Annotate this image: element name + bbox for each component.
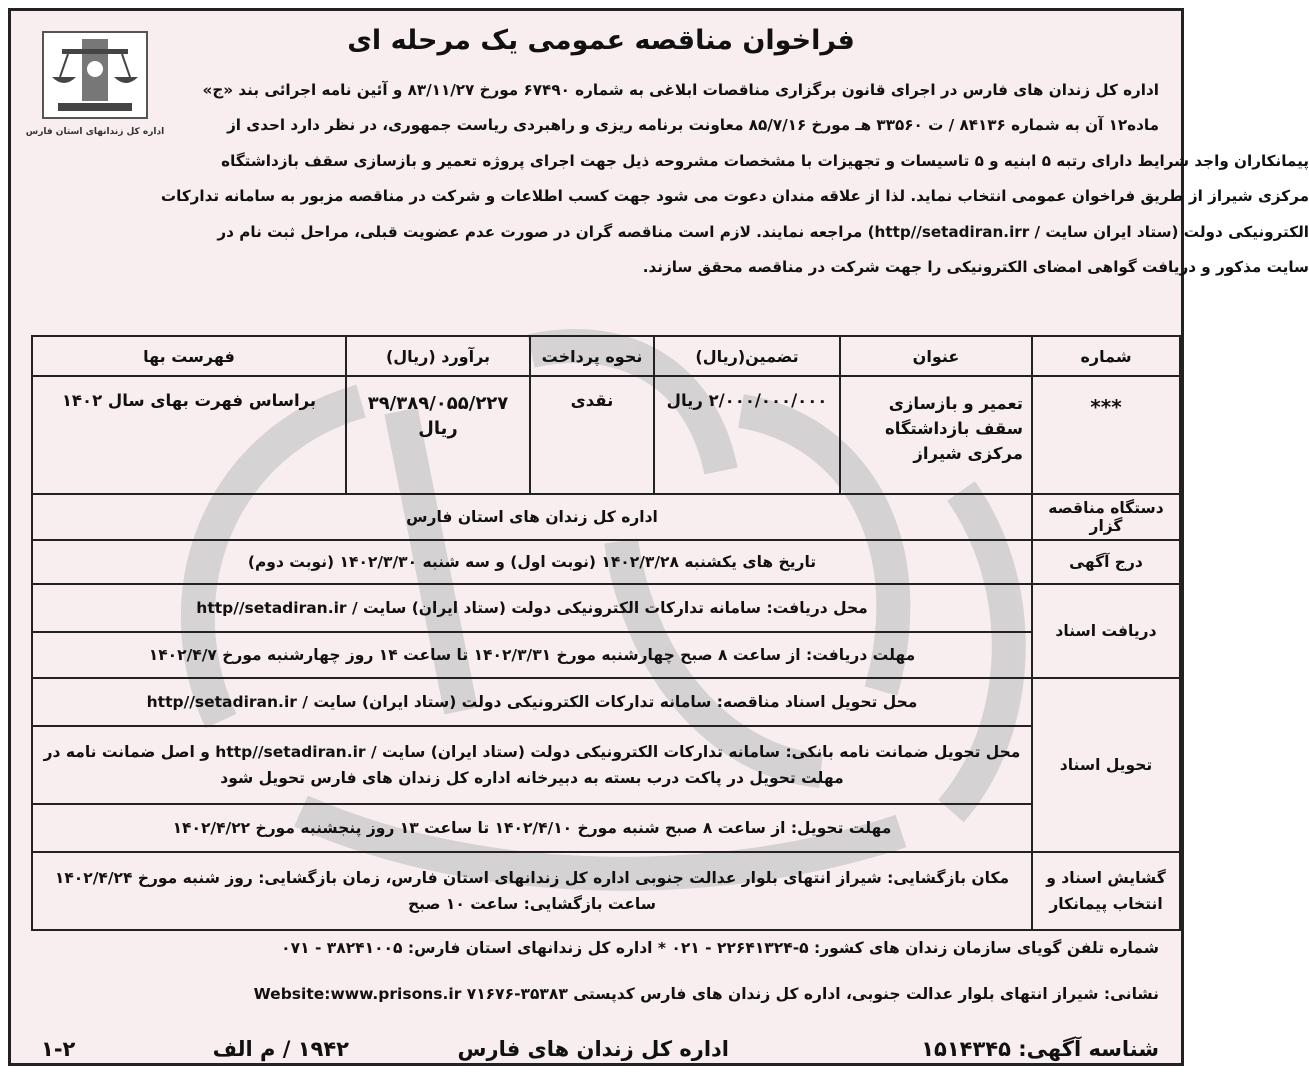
- row-estimate-unit: ریال: [418, 418, 458, 439]
- opening-label-line: انتخاب پیمانکار: [1049, 895, 1163, 913]
- footer-code: ۱۹۴۲ / م الف: [212, 1037, 349, 1061]
- ad-value: تاریخ های یکشنبه ۱۴۰۲/۳/۲۸ (نوبت اول) و سه شنبه ۱۴۰۲/۳/۳۰ (نوبت دوم): [32, 540, 1032, 584]
- organizer-value: اداره کل زندان های استان فارس: [32, 494, 1032, 540]
- header-payment: نحوه پرداخت: [530, 336, 654, 376]
- delivery-deadline: مهلت تحویل: از ساعت ۸ صبح شنبه مورخ ۱۴۰۲/۴/۱۰ تا ساعت ۱۳ روز پنجشنبه مورخ ۱۴۰۲/۴/۲۲: [32, 804, 1032, 852]
- receive-deadline-row: [32, 632, 1180, 678]
- intro-line: الکترونیکی دولت (ستاد ایران سایت / http//setadiran.irr) مراجعه نمایند. لازم است مناقصه گران در صورت عدم عضویت قبلی، مراحل ثبت نام در: [217, 222, 1309, 241]
- table-header-row: [32, 336, 1180, 376]
- intro-line: پیمانکاران واجد شرایط دارای رتبه ۵ ابنیه و ۵ تاسیسات و تجهیزات با مشخصات مشروحه ذیل جهت اجرای پروژه تعمیر و بازسازی سقف بازداشتگاه: [221, 151, 1309, 170]
- organizer-label: دستگاه مناقصه گزار: [1032, 494, 1180, 540]
- notice-frame: [8, 8, 1309, 1066]
- opening-line: مکان بازگشایی: شیراز انتهای بلوار عدالت جنوبی اداره کل زندانهای استان فارس، زمان بازگشایی: روز شنبه مورخ ۱۴۰۲/۴/۲۴: [54, 869, 1010, 887]
- receive-row: [32, 584, 1180, 632]
- phone-line: شماره تلفن گویای سازمان زندان های کشور: ۵-۲۲۶۴۱۳۲۴ - ۰۲۱ * اداره کل زندانهای استان فارس: ۳۸۲۴۱۰۰۵ - ۰۷۱: [281, 939, 1159, 957]
- opening-value: [32, 852, 1032, 930]
- intro-line: ماده۱۲ آن به شماره ۸۴۱۳۶ / ت ۳۳۵۶۰ هـ مورخ ۸۵/۷/۱۶ معاونت برنامه ریزی و راهبردی ریاست جمهوری، در نظر دارد احدی از: [227, 116, 1159, 135]
- intro-line: مرکزی شیراز از طریق فراخوان عمومی انتخاب نماید. لذا از علاقه مندان دعوت می شود جهت کسب اطلاعات و شرکت در مناقصه مزبور به سامانه تدارکات: [160, 187, 1309, 206]
- row-number: ***: [1032, 376, 1180, 494]
- header-estimate: برآورد (ریال): [346, 336, 530, 376]
- footer-org: اداره کل زندان های فارس: [457, 1037, 729, 1061]
- opening-label-line: گشایش اسناد و: [1046, 869, 1166, 887]
- ad-id: شناسه آگهی: ۱۵۱۴۳۴۵: [921, 1037, 1159, 1061]
- logo: [25, 29, 165, 141]
- row-estimate: [346, 376, 530, 494]
- address-line: نشانی: شیراز انتهای بلوار عدالت جنوبی، اداره کل زندان های فارس کدپستی ۳۵۳۸۳-۷۱۶۷۶ Website:www.prisons.ir: [253, 985, 1159, 1003]
- logo-caption: اداره کل زندانهای استان فارس: [25, 127, 165, 137]
- tender-table: [31, 335, 1181, 931]
- footer: [31, 1033, 1159, 1071]
- ad-row: [32, 540, 1180, 584]
- intro-paragraph: [159, 73, 1309, 285]
- delivery-label: تحویل اسناد: [1032, 678, 1180, 852]
- intro-line: اداره کل زندان های فارس در اجرای قانون برگزاری مناقصات ابلاغی به شماره ۶۷۴۹۰ مورخ ۸۳/۱۱/۲۷ و آئین نامه اجرائی بند «ج»: [202, 81, 1159, 99]
- opening-label: [1032, 852, 1180, 930]
- delivery-deadline-row: [32, 804, 1180, 852]
- row-payment: نقدی: [530, 376, 654, 494]
- table-row: [32, 376, 1180, 494]
- delivery-bank-row: [32, 726, 1180, 804]
- header-guarantee: تضمین(ریال): [654, 336, 840, 376]
- footer-page: ۱-۲: [41, 1037, 76, 1061]
- row-estimate-amount: ۳۹/۳۸۹/۰۵۵/۲۲۷: [367, 393, 509, 414]
- delivery-bank: [32, 726, 1032, 804]
- delivery-row: [32, 678, 1180, 726]
- judiciary-scales-emblem-icon: [40, 29, 150, 121]
- receive-label: دریافت اسناد: [1032, 584, 1180, 678]
- opening-row: [32, 852, 1180, 930]
- delivery-bank-line: مهلت تحویل در پاکت درب بسته به دبیرخانه اداره کل زندان های فارس تحویل شود: [220, 769, 844, 787]
- organizer-row: [32, 494, 1180, 540]
- page-title: فراخوان مناقصه عمومی یک مرحله ای: [347, 25, 855, 56]
- row-price-list: براساس فهرت بهای سال ۱۴۰۲: [32, 376, 346, 494]
- delivery-bank-line: محل تحویل ضمانت نامه بانکی: سامانه تدارکات الکترونیکی دولت (ستاد ایران) سایت / http//setadiran.ir و اصل ضمانت نامه در: [43, 743, 1021, 761]
- intro-line: سایت مذکور و دریافت گواهی امضای الکترونیکی را جهت شرکت در مناقصه محقق سازند.: [642, 258, 1309, 277]
- receive-place: محل دریافت: سامانه تدارکات الکترونیکی دولت (ستاد ایران) سایت / http//setadiran.ir: [32, 584, 1032, 632]
- opening-line: ساعت بازگشایی: ساعت ۱۰ صبح: [408, 895, 656, 913]
- header-title: عنوان: [840, 336, 1032, 376]
- ad-label: درج آگهی: [1032, 540, 1180, 584]
- delivery-place: محل تحویل اسناد مناقصه: سامانه تدارکات الکترونیکی دولت (ستاد ایران) سایت / http//setadiran.ir: [32, 678, 1032, 726]
- row-title: تعمیر و بازسازی سقف بازداشتگاه مرکزی شیراز: [840, 376, 1032, 494]
- header-price-list: فهرست بها: [32, 336, 346, 376]
- receive-deadline: مهلت دریافت: از ساعت ۸ صبح چهارشنبه مورخ ۱۴۰۲/۳/۳۱ تا ساعت ۱۴ روز چهارشنبه مورخ ۱۴۰۲/۴/۷: [32, 632, 1032, 678]
- row-guarantee: ۲/۰۰۰/۰۰۰/۰۰۰ ریال: [654, 376, 840, 494]
- header-number: شماره: [1032, 336, 1180, 376]
